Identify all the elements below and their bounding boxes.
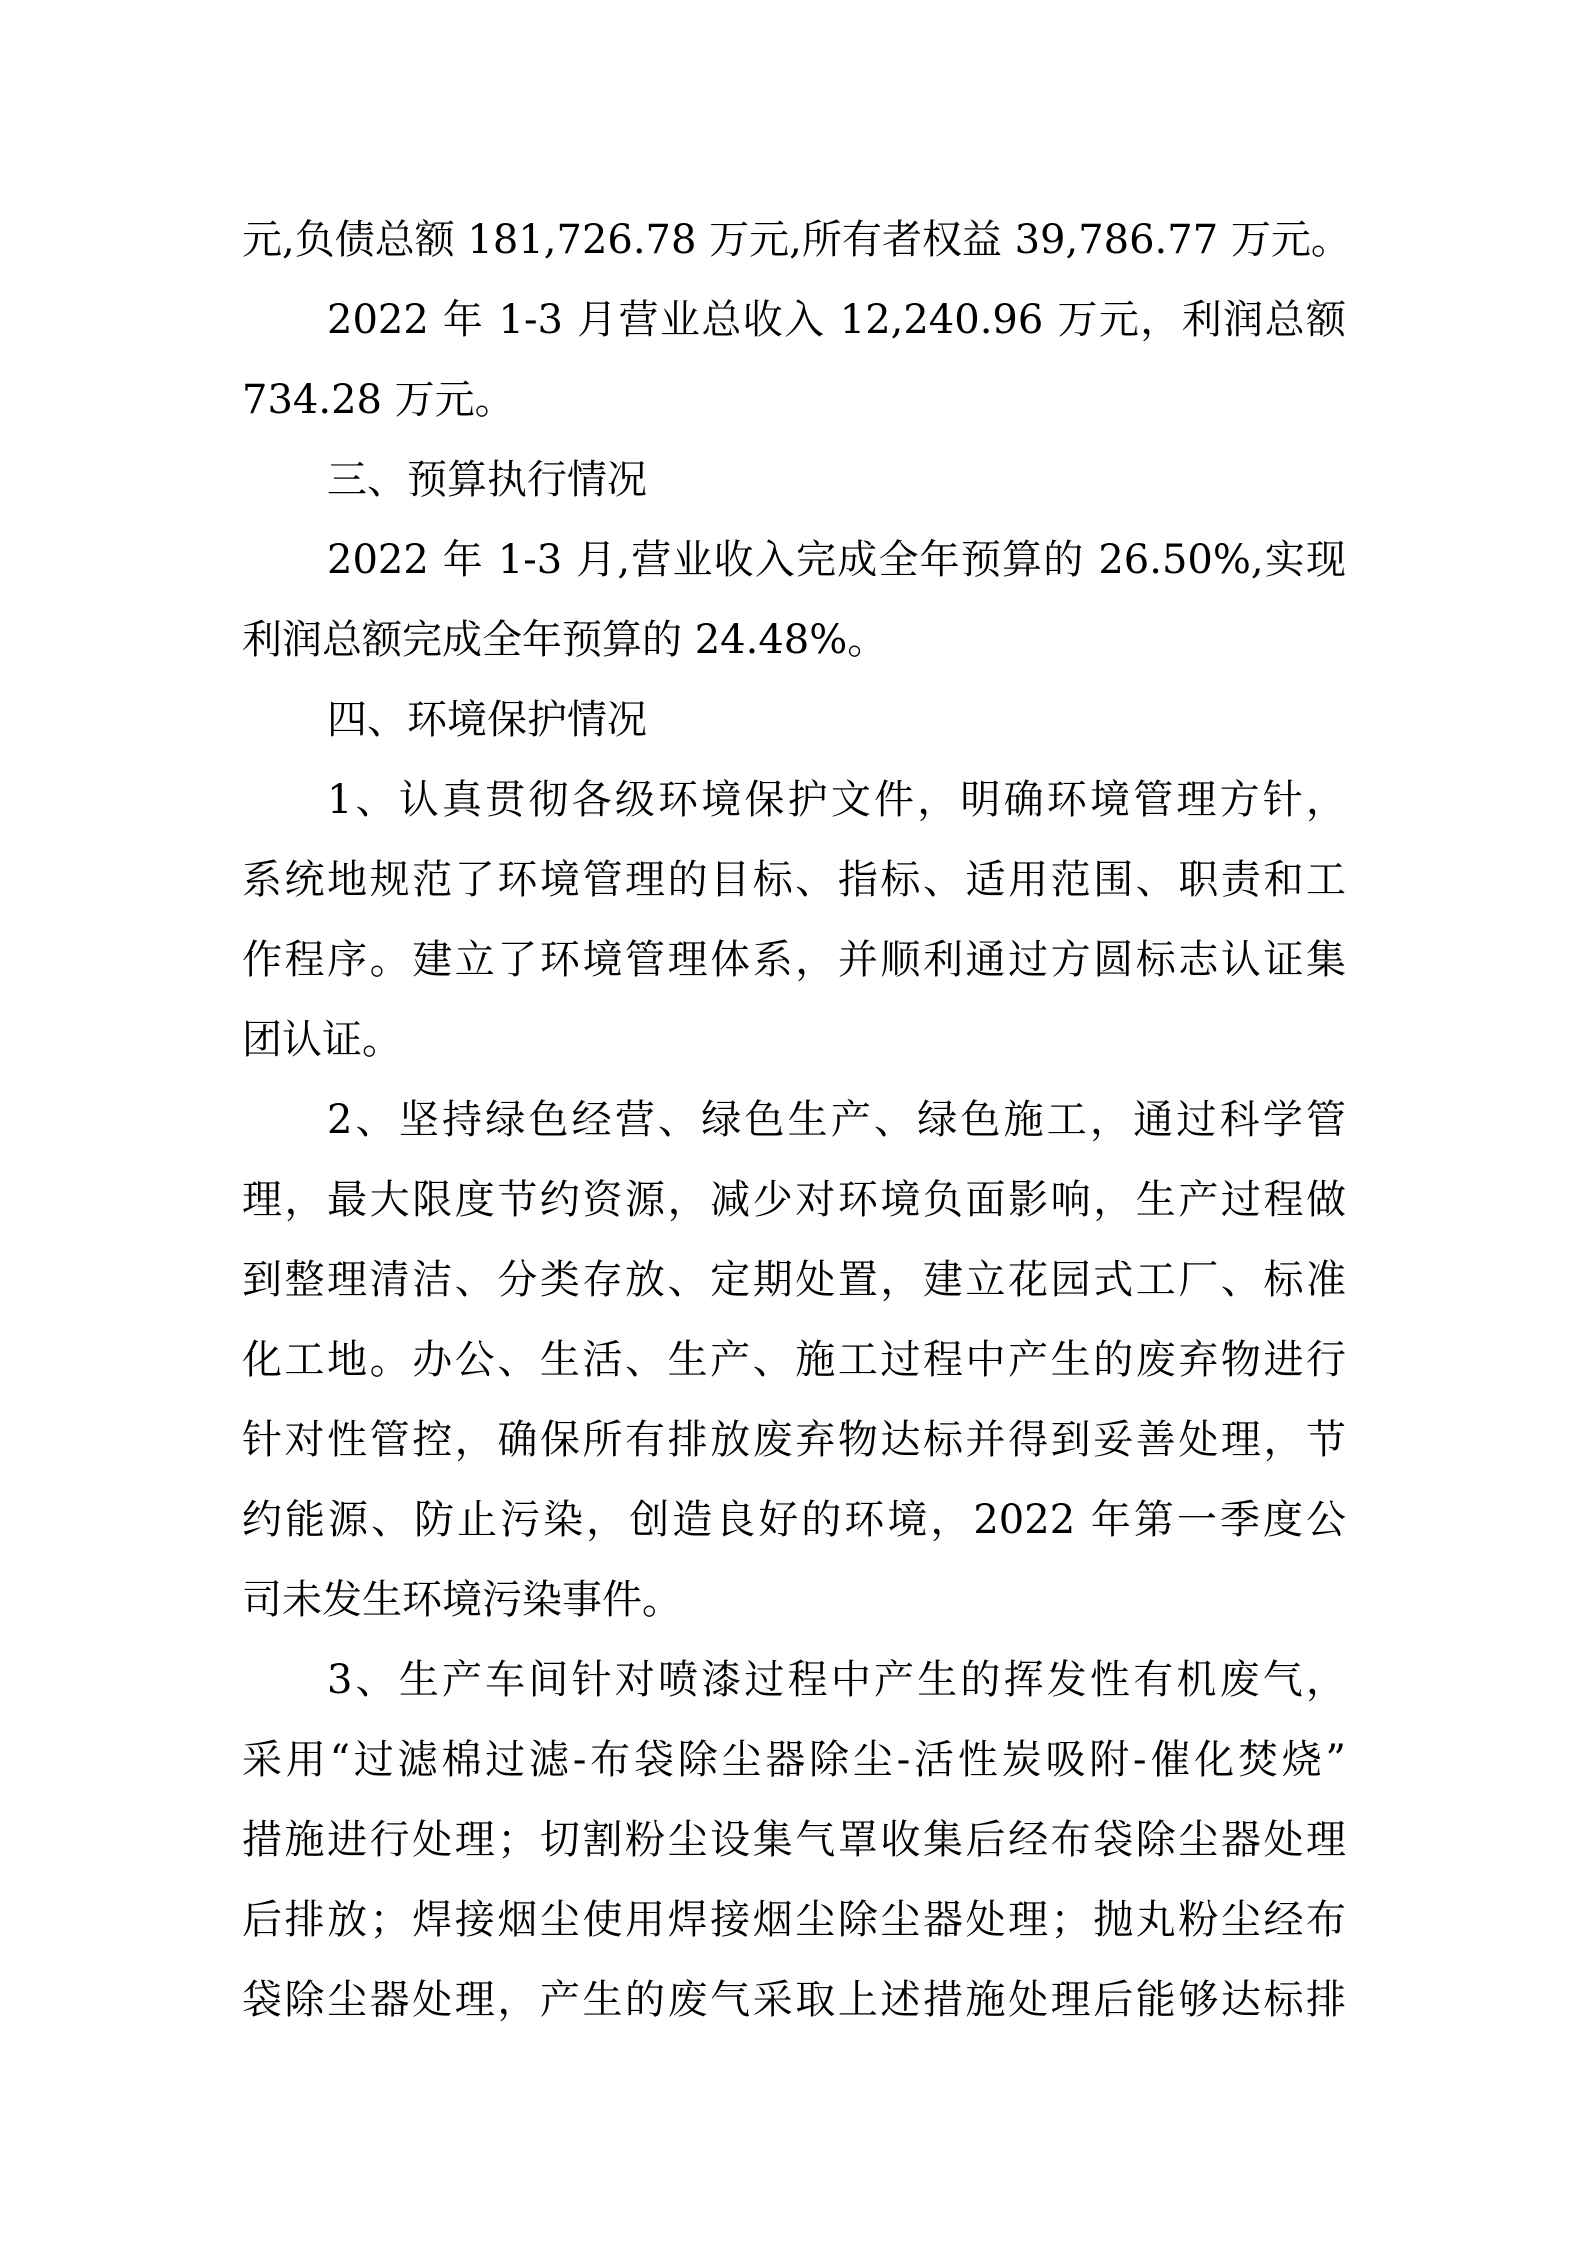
text-line: 理，最大限度节约资源，减少对环境负面影响，生产过程做 — [242, 1177, 1346, 1223]
text-line: 团认证。 — [242, 1017, 402, 1063]
text-line: 734.28 万元。 — [242, 377, 515, 423]
text-line: 2022 年 1-3 月,营业收入完成全年预算的 26.50%,实现 — [327, 537, 1346, 583]
text-line: 到整理清洁、分类存放、定期处置，建立花园式工厂、标准 — [242, 1257, 1346, 1303]
paragraph-budget-execution — [242, 520, 1346, 680]
paragraph-env-item-3 — [242, 1640, 1346, 2040]
paragraph-financial-position — [242, 200, 1351, 280]
text-line: 系统地规范了环境管理的目标、指标、适用范围、职责和工 — [242, 857, 1346, 903]
paragraph-q1-revenue — [242, 280, 1346, 440]
paragraph-env-item-1 — [242, 760, 1346, 1080]
text-line: 2、坚持绿色经营、绿色生产、绿色施工，通过科学管 — [327, 1097, 1346, 1143]
paragraph-env-item-2 — [242, 1080, 1346, 1640]
text-line: 后排放；焊接烟尘使用焊接烟尘除尘器处理；抛丸粉尘经布 — [242, 1897, 1346, 1943]
text-line: 措施进行处理；切割粉尘设集气罩收集后经布袋除尘器处理 — [242, 1817, 1346, 1863]
section-heading-environmental-protection: 四、环境保护情况 — [327, 697, 647, 743]
text-line: 作程序。建立了环境管理体系，并顺利通过方圆标志认证集 — [242, 937, 1346, 983]
text-line: 采用“过滤棉过滤-布袋除尘器除尘-活性炭吸附-催化焚烧” — [242, 1737, 1346, 1783]
text-line: 元,负债总额 181,726.78 万元,所有者权益 39,786.77 万元。 — [242, 217, 1351, 263]
text-line: 利润总额完成全年预算的 24.48%。 — [242, 617, 888, 663]
text-line: 1、认真贯彻各级环境保护文件，明确环境管理方针， — [327, 777, 1346, 823]
document-page — [242, 200, 1351, 2040]
text-line: 针对性管控，确保所有排放废弃物达标并得到妥善处理，节 — [242, 1417, 1346, 1463]
section-heading-budget-execution: 三、预算执行情况 — [327, 457, 647, 503]
text-line: 司未发生环境污染事件。 — [242, 1577, 682, 1623]
text-line: 袋除尘器处理，产生的废气采取上述措施处理后能够达标排 — [242, 1977, 1346, 2023]
text-line: 3、生产车间针对喷漆过程中产生的挥发性有机废气， — [327, 1657, 1346, 1703]
text-line: 化工地。办公、生活、生产、施工过程中产生的废弃物进行 — [242, 1337, 1346, 1383]
text-line: 2022 年 1-3 月营业总收入 12,240.96 万元，利润总额 — [327, 297, 1346, 343]
text-line: 约能源、防止污染，创造良好的环境，2022 年第一季度公 — [242, 1497, 1346, 1543]
